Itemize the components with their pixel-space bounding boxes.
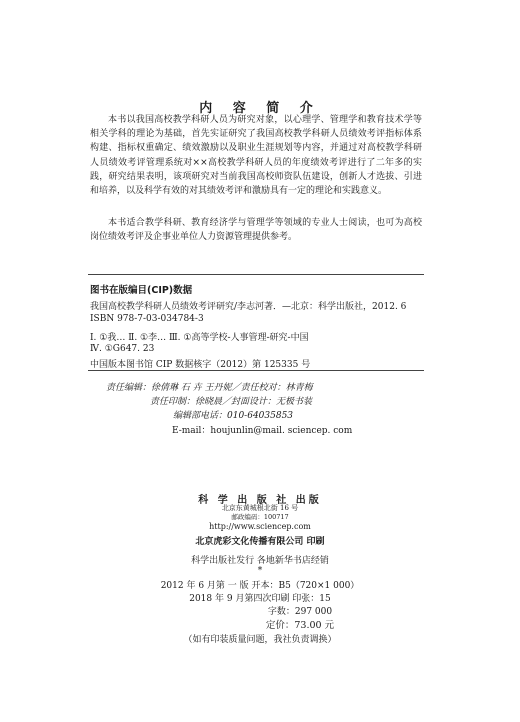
edition-line-1: 2012 年 6 月第 一 版 开本：B5（720×1 000） — [160, 581, 360, 591]
publisher-address: 北京东黄城根北街 16 号 — [221, 504, 299, 512]
credit-email: E-mail：houjunlin@mail. sciencep. com — [172, 426, 353, 436]
distribution-line: 科学出版社发行 各地新华书店经销 — [191, 556, 329, 566]
word-count: 字数：297 000 — [267, 607, 333, 617]
printer-line: 北京虎彩文化传播有限公司 印刷 — [195, 537, 325, 547]
separator-mark: * — [257, 566, 263, 576]
publisher-url: http://www.sciencep.com — [209, 522, 311, 531]
credit-production: 责任印制：徐晓晨／封面设计：无极书装 — [150, 397, 313, 407]
credit-phone: 编辑部电话：010-64035853 — [173, 411, 294, 421]
cip-isbn-line: ISBN 978-7-03-034784-3 — [90, 314, 204, 324]
quality-notice: （如有印装质量问题，我社负责调换） — [183, 635, 337, 645]
credit-editors: 责任编辑：徐倩琳 石 卉 王丹妮／责任校对：林青梅 — [106, 383, 313, 393]
cip-heading: 图书在版编目(CIP)数据 — [90, 285, 193, 296]
intro-title: 内 容 简 介 — [199, 101, 321, 116]
divider-bottom — [88, 370, 424, 371]
divider-top — [88, 274, 424, 275]
price: 定价：73.00 元 — [265, 620, 335, 631]
edition-line-2: 2018 年 9 月第四次印刷 印张：15 — [189, 594, 331, 604]
cip-title-line: 我国高校教学科研人员绩效考评研究/李志河著．—北京：科学出版社，2012. 6 — [90, 302, 407, 312]
cip-classification-line: Ⅳ. ①G647. 23 — [90, 344, 155, 354]
intro-paragraph-2: 本书适合教学科研、教育经济学与管理学等领域的专业人士阅读，也可为高校岗位绩效考评及企事业单位人力资源管理提供参考。 — [90, 218, 422, 243]
cip-record-line: 中国版本图书馆 CIP 数据核字（2012）第 125335 号 — [90, 360, 311, 370]
cip-subject-line: Ⅰ. ①我… Ⅱ. ①李… Ⅲ. ①高等学校-人事管理-研究-中国 — [90, 333, 309, 343]
intro-paragraph-1: 本书以我国高校教学科研人员为研究对象，以心理学、管理学和教育技术学等相关学科的理论为基础，首先实证研究了我国高校教学科研人员绩效考评指标体系构建、指标权重确定、绩效激励以及职业生涯规划等内容，并通过对高校教学科研人员绩效考评管理系统对××高校教学科研人员的年度绩效考评进行了二年多的实践，研究结果表明，该项研究对当前我国高校师资队伍建设，创新人才选拔、引进和培养，以及科学有效的对其绩效考评和激励具有一定的理论和实践意义。 — [90, 115, 422, 197]
publisher-zip: 邮政编码：100717 — [231, 513, 289, 521]
publisher-name: 科 学 出 版 社 出版 — [198, 495, 322, 506]
